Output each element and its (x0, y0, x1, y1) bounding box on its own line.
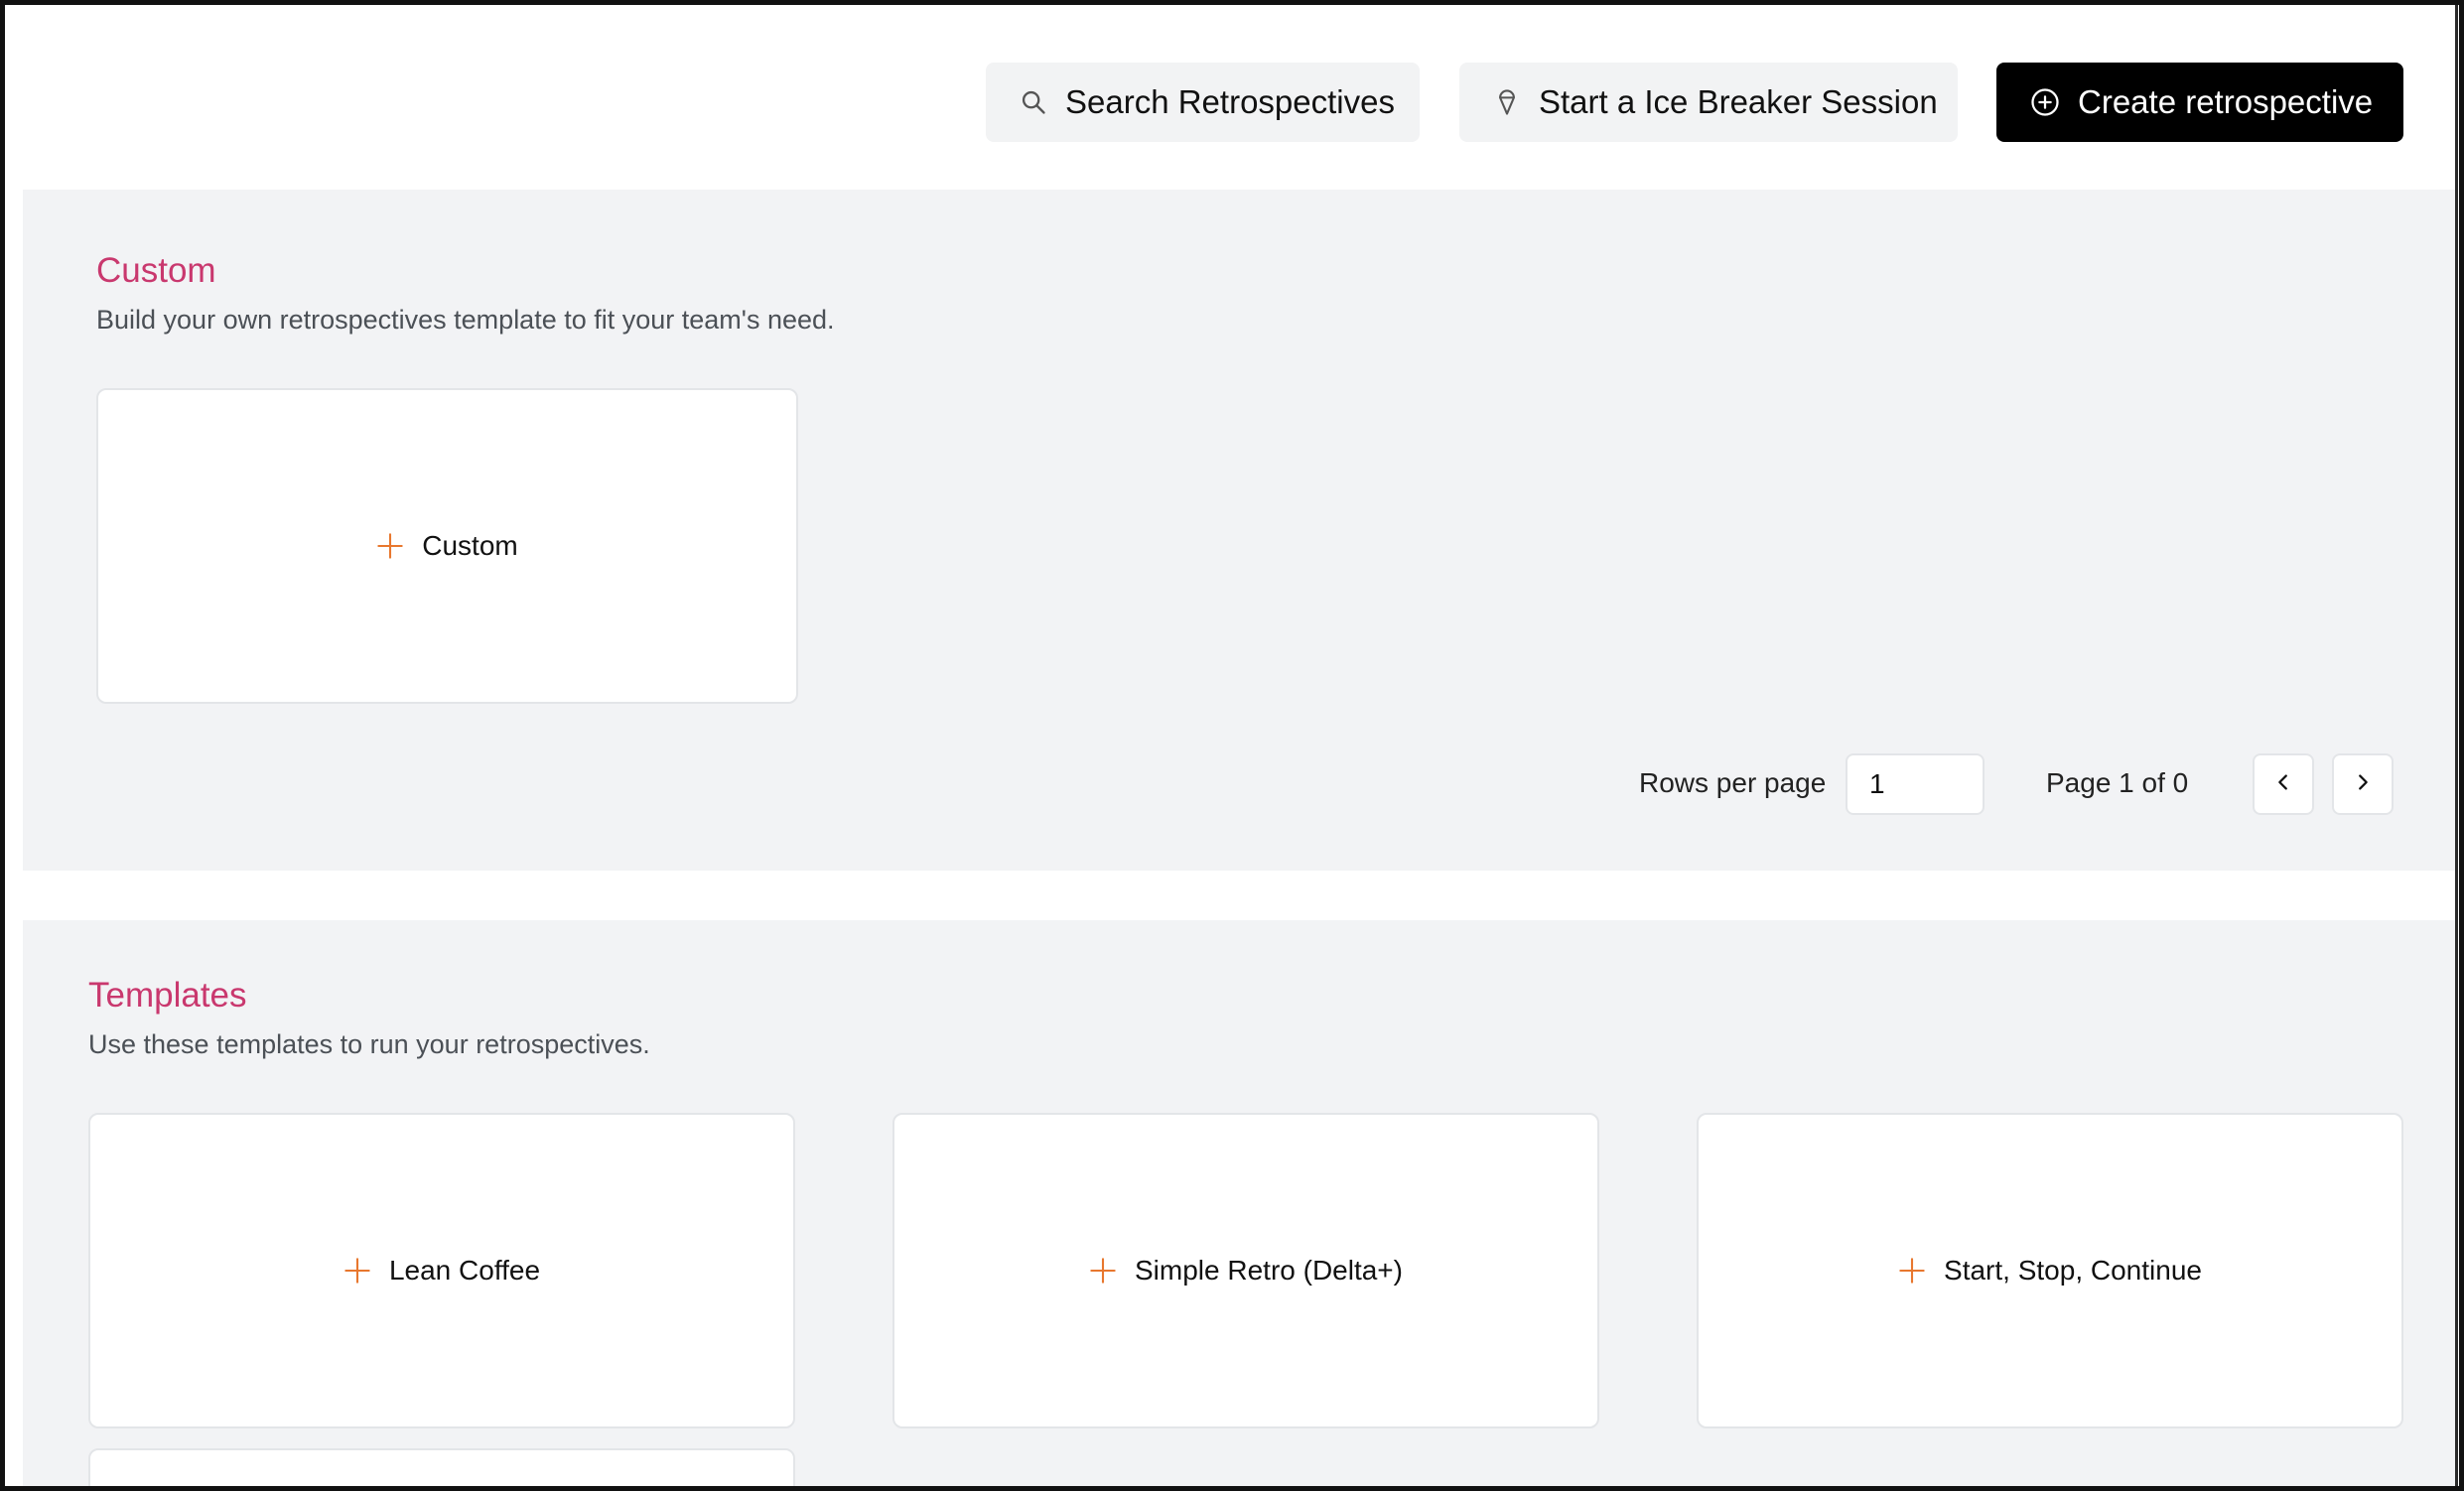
search-retrospectives-button[interactable] (986, 63, 1420, 142)
plus-circle-icon (2030, 87, 2060, 117)
page-status: Page 1 of 0 (2046, 767, 2189, 798)
templates-section-title: Templates (88, 976, 247, 1015)
plus-icon (1089, 1257, 1117, 1285)
template-card-start-stop-continue[interactable] (1697, 1113, 2403, 1428)
custom-template-card[interactable] (96, 388, 798, 704)
window-edge-divider (2455, 5, 2458, 1491)
chevron-right-icon (2352, 771, 2374, 798)
chevron-left-icon (2272, 771, 2294, 798)
rows-per-page-input[interactable] (1846, 753, 1985, 815)
template-card-simple-retro[interactable] (892, 1113, 1599, 1428)
ice-cream-icon (1493, 87, 1521, 117)
previous-page-button[interactable] (2253, 753, 2314, 815)
start-ice-breaker-button[interactable] (1459, 63, 1958, 142)
plus-icon (376, 532, 404, 560)
search-retrospectives-label: Search Retrospectives (1065, 83, 1395, 120)
template-card-label: Simple Retro (Delta+) (1135, 1255, 1403, 1286)
template-card-label: Start, Stop, Continue (1944, 1255, 2202, 1286)
create-retrospective-button[interactable] (1996, 63, 2403, 142)
start-ice-breaker-label: Start a Ice Breaker Session (1539, 83, 1938, 120)
templates-section-description: Use these templates to run your retrospectives. (88, 1029, 650, 1059)
template-card-partial[interactable] (88, 1448, 795, 1491)
custom-section-description: Build your own retrospectives template to fit your team's need. (96, 305, 835, 335)
custom-section-title: Custom (96, 251, 216, 290)
custom-card-label: Custom (422, 530, 518, 561)
next-page-button[interactable] (2332, 753, 2394, 815)
plus-icon (1898, 1257, 1926, 1285)
templates-section (23, 920, 2455, 1491)
template-card-lean-coffee[interactable] (88, 1113, 795, 1428)
custom-section (23, 190, 2455, 871)
search-icon (1020, 88, 1047, 116)
rows-per-page-label: Rows per page (1639, 767, 1827, 798)
template-card-label: Lean Coffee (388, 1255, 541, 1286)
plus-icon (343, 1257, 371, 1285)
create-retrospective-label: Create retrospective (2078, 83, 2374, 120)
